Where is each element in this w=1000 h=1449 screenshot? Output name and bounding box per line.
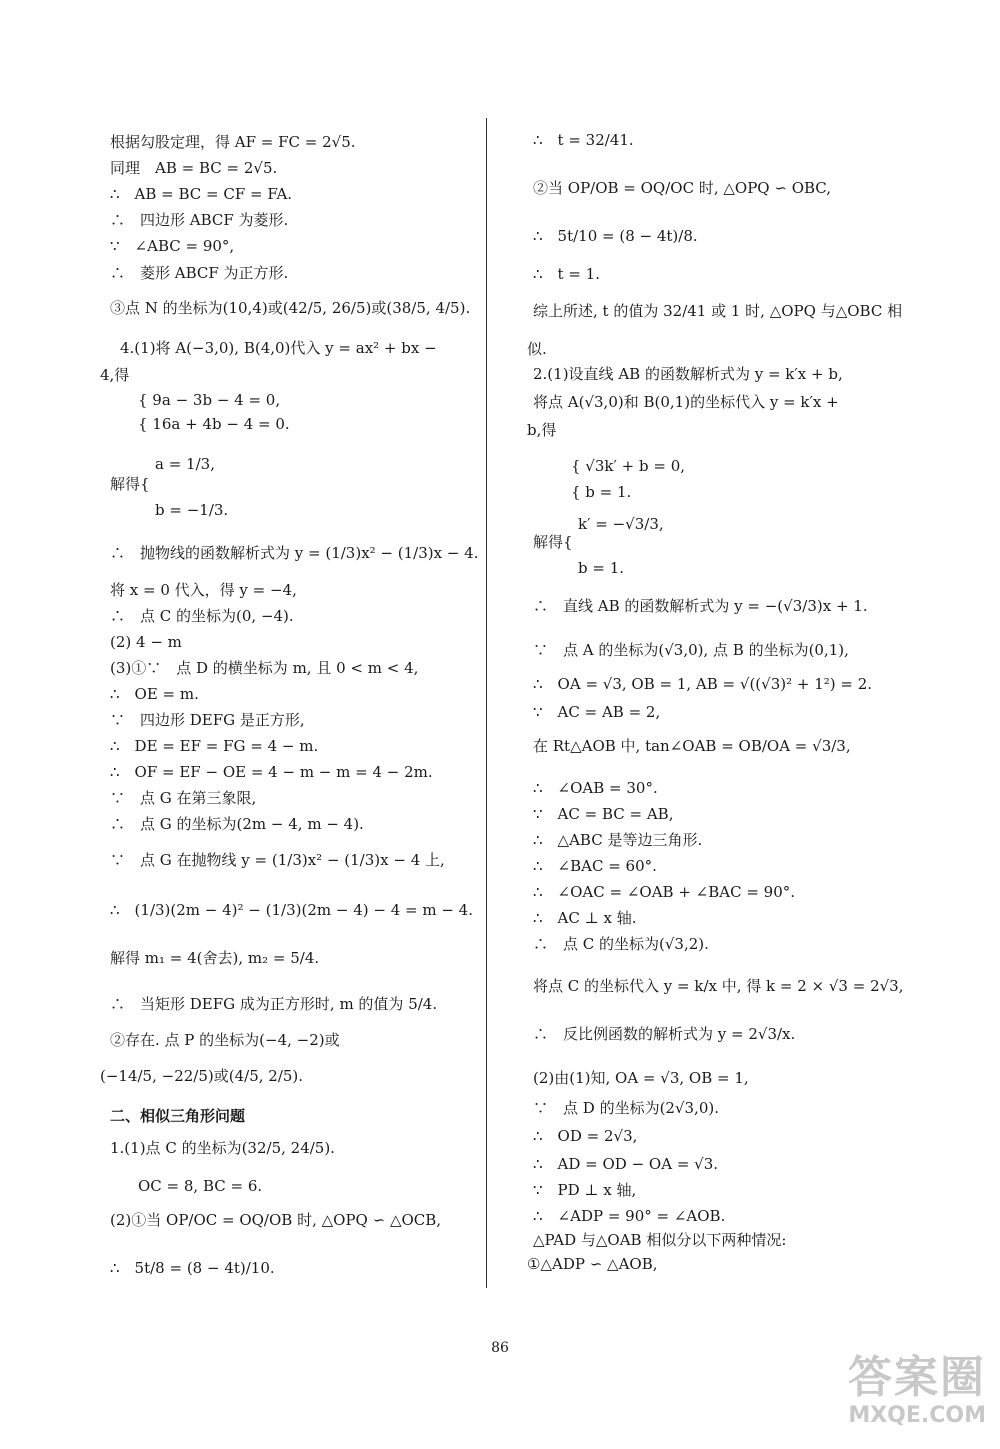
watermark-logo: [838, 1353, 986, 1435]
text-line: 将点 C 的坐标代入 y = k/x 中, 得 k = 2 × √3 = 2√3,: [533, 977, 904, 995]
text-line: (2)由(1)知, OA = √3, OB = 1,: [533, 1069, 749, 1087]
text-line: ∴ DE = EF = FG = 4 − m.: [110, 737, 319, 755]
column-divider: [486, 118, 487, 1288]
text-line: ∵ AC = AB = 2,: [533, 703, 661, 721]
text-line: b = 1.: [533, 559, 625, 577]
text-line: OC = 8, BC = 6.: [138, 1177, 263, 1195]
text-line: ∵ 四边形 DEFG 是正方形,: [110, 711, 305, 729]
text-line: ∵ 点 D 的坐标为(2√3,0).: [533, 1099, 719, 1117]
text-line: ∵ AC = BC = AB,: [533, 805, 674, 823]
text-line: ②存在. 点 P 的坐标为(−4, −2)或: [110, 1031, 340, 1049]
text-line: ∴ 5t/8 = (8 − 4t)/10.: [110, 1259, 275, 1277]
text-line: 解得 m₁ = 4(舍去), m₂ = 5/4.: [110, 949, 320, 967]
text-line: ∴ (1/3)(2m − 4)² − (1/3)(2m − 4) − 4 = m − 4.: [110, 901, 473, 919]
text-line: ∴ ∠OAB = 30°.: [533, 779, 658, 797]
text-line: b = −1/3.: [110, 501, 229, 519]
text-line: 似.: [527, 340, 547, 358]
text-line: ∴ 四边形 ABCF 为菱形.: [110, 211, 289, 229]
text-line: b,得: [527, 421, 557, 439]
text-line: ∵ PD ⊥ x 轴,: [533, 1181, 637, 1199]
text-line: 将点 A(√3,0)和 B(0,1)的坐标代入 y = k′x +: [533, 393, 839, 411]
text-line: △PAD 与△OAB 相似分以下两种情况:: [533, 1231, 787, 1249]
text-line: { 9a − 3b − 4 = 0,: [138, 391, 281, 409]
text-line: ∴ OE = m.: [110, 685, 199, 703]
watermark-text: 答案圈: [848, 1352, 986, 1403]
text-line: a = 1/3,: [110, 455, 215, 473]
text-line: ③点 N 的坐标为(10,4)或(42/5, 26/5)或(38/5, 4/5).: [110, 299, 471, 317]
text-line: ∴ t = 32/41.: [533, 131, 634, 149]
text-line: ∵ 点 G 在第三象限,: [110, 789, 257, 807]
text-line: ∴ 直线 AB 的函数解析式为 y = −(√3/3)x + 1.: [533, 597, 868, 615]
text-line: ∴ 点 G 的坐标为(2m − 4, m − 4).: [110, 815, 364, 833]
text-line: ∴ AC ⊥ x 轴.: [533, 909, 637, 927]
text-line: (2) 4 − m: [110, 633, 182, 651]
text-line: 二、相似三角形问题: [110, 1107, 246, 1125]
text-line: ①△ADP ∽ △AOB,: [527, 1255, 658, 1273]
text-line: (−14/5, −22/5)或(4/5, 2/5).: [100, 1067, 304, 1085]
text-line: ∴ AB = BC = CF = FA.: [110, 185, 293, 203]
text-line: k′ = −√3/3,: [533, 515, 664, 533]
text-line: 解得{: [110, 475, 150, 493]
text-line: ∴ OF = EF − OE = 4 − m − m = 4 − 2m.: [110, 763, 433, 781]
text-line: ∴ AD = OD − OA = √3.: [533, 1155, 719, 1173]
text-line: 2.(1)设直线 AB 的函数解析式为 y = k′x + b,: [533, 365, 843, 383]
text-line: 根据勾股定理，得 AF = FC = 2√5.: [110, 133, 356, 151]
text-line: { 16a + 4b − 4 = 0.: [138, 415, 290, 433]
text-line: ∴ ∠OAC = ∠OAB + ∠BAC = 90°.: [533, 883, 796, 901]
text-line: ∴ t = 1.: [533, 265, 600, 283]
text-line: 4.(1)将 A(−3,0), B(4,0)代入 y = ax² + bx −: [120, 339, 437, 357]
text-line: { √3k′ + b = 0,: [571, 457, 686, 475]
text-line: 综上所述, t 的值为 32/41 或 1 时, △OPQ 与△OBC 相: [533, 302, 903, 320]
text-line: ∴ 点 C 的坐标为(0, −4).: [110, 607, 294, 625]
text-line: ∴ ∠ADP = 90° = ∠AOB.: [533, 1207, 726, 1225]
text-line: ∵ 点 G 在抛物线 y = (1/3)x² − (1/3)x − 4 上,: [110, 851, 445, 869]
text-line: 1.(1)点 C 的坐标为(32/5, 24/5).: [110, 1139, 335, 1157]
text-line: ∴ 5t/10 = (8 − 4t)/8.: [533, 227, 698, 245]
text-line: ∵ ∠ABC = 90°,: [110, 237, 235, 255]
text-line: 4,得: [100, 366, 130, 384]
text-line: ∴ OA = √3, OB = 1, AB = √((√3)² + 1²) = 2.: [533, 675, 873, 693]
text-line: ∴ 当矩形 DEFG 成为正方形时, m 的值为 5/4.: [110, 995, 438, 1013]
text-line: ∴ 抛物线的函数解析式为 y = (1/3)x² − (1/3)x − 4.: [110, 544, 479, 562]
text-line: ∴ ∠BAC = 60°.: [533, 857, 657, 875]
text-line: ②当 OP/OB = OQ/OC 时, △OPQ ∽ OBC,: [533, 179, 832, 197]
page-number: 86: [491, 1340, 509, 1356]
text-line: ∴ △ABC 是等边三角形.: [533, 831, 703, 849]
text-line: 解得{: [533, 533, 573, 551]
text-line: (2)①当 OP/OC = OQ/OB 时, △OPQ ∽ △OCB,: [110, 1211, 442, 1229]
text-line: ∵ 点 A 的坐标为(√3,0), 点 B 的坐标为(0,1),: [533, 641, 849, 659]
text-line: 在 Rt△AOB 中, tan∠OAB = OB/OA = √3/3,: [533, 737, 851, 755]
text-line: 将 x = 0 代入，得 y = −4,: [110, 581, 297, 599]
watermark-url: MXQE.COM: [848, 1403, 986, 1428]
text-line: ∴ OD = 2√3,: [533, 1127, 638, 1145]
text-line: (3)①∵ 点 D 的横坐标为 m, 且 0 < m < 4,: [110, 659, 419, 677]
text-line: ∴ 菱形 ABCF 为正方形.: [110, 264, 289, 282]
text-line: { b = 1.: [571, 483, 632, 501]
text-line: 同理 AB = BC = 2√5.: [110, 159, 278, 177]
text-line: ∴ 点 C 的坐标为(√3,2).: [533, 935, 709, 953]
text-line: ∴ 反比例函数的解析式为 y = 2√3/x.: [533, 1025, 796, 1043]
